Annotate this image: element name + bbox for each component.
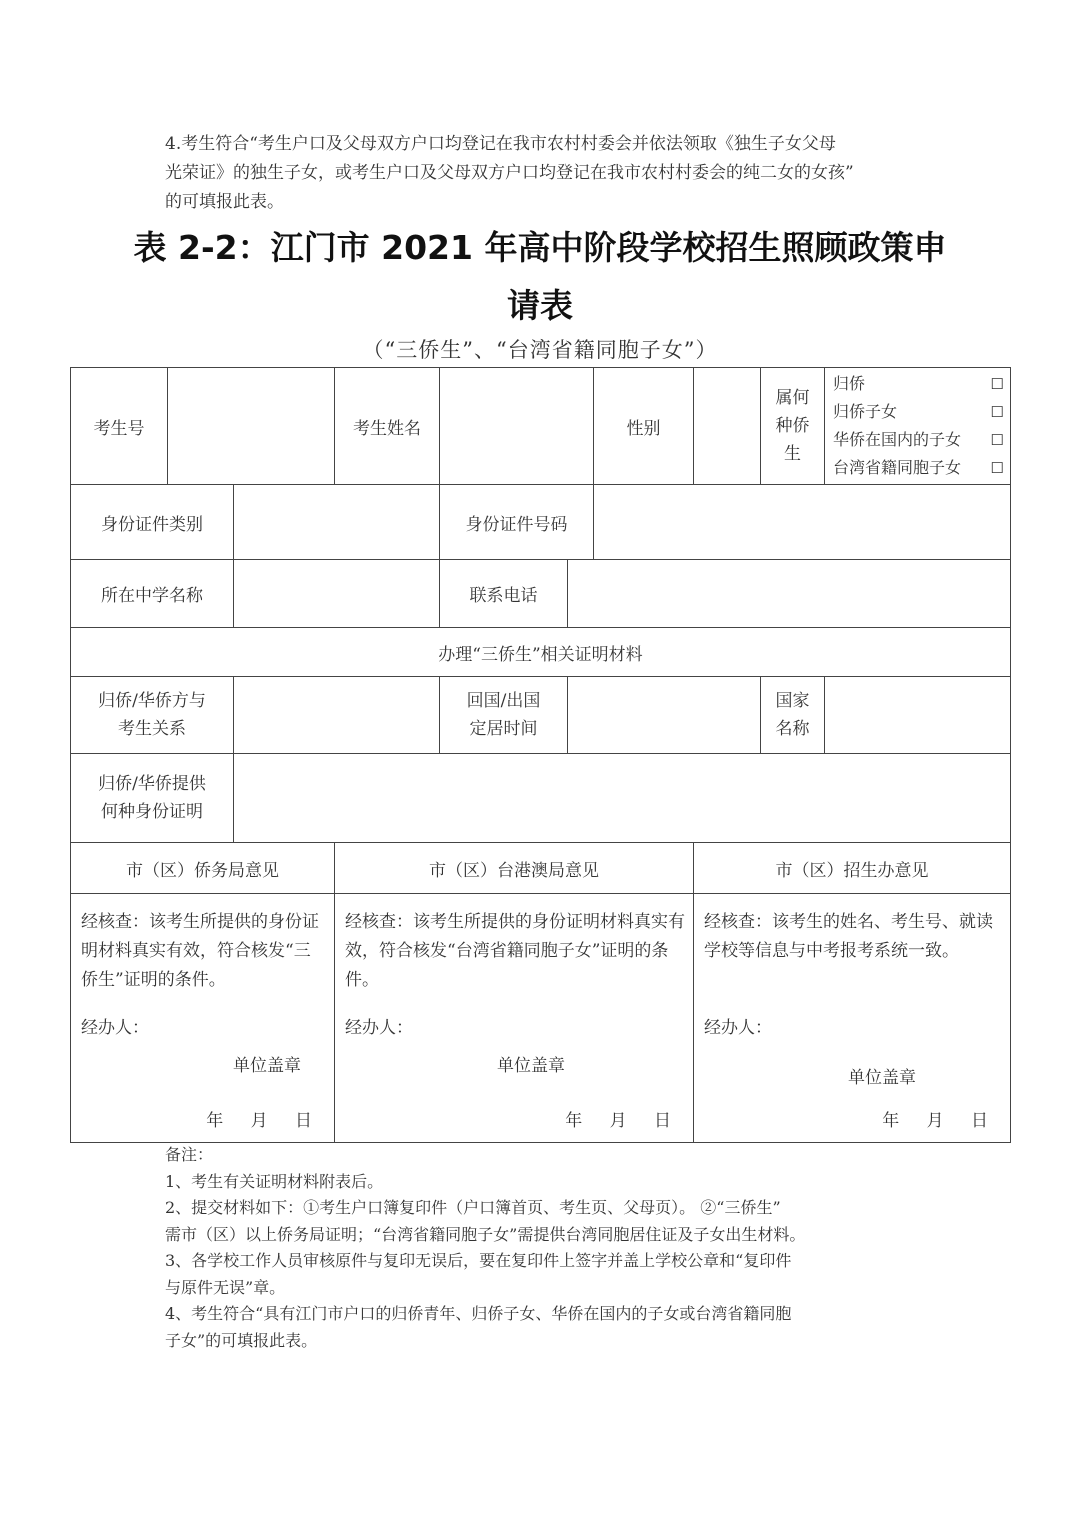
return-time-label bbox=[440, 677, 568, 754]
opinion-text: 经核查：该考生所提供的身份证明材料真实有效，符合核发“三侨生”证明的条件。 bbox=[81, 912, 319, 990]
remarks-line: 子女”的可填报此表。 bbox=[165, 1330, 318, 1350]
row-id-info bbox=[71, 485, 1011, 560]
exam-number-label: 考生号 bbox=[71, 368, 168, 485]
country-label-line: 名称 bbox=[775, 719, 810, 739]
relation-field[interactable] bbox=[234, 677, 440, 754]
remarks-line: 需市（区）以上侨务局证明；“台湾省籍同胞子女”需提供台湾同胞居住证及子女出生材料。 bbox=[165, 1224, 806, 1244]
handler-label: 经办人： bbox=[345, 1018, 413, 1038]
opinion-text: 经核查：该考生所提供的身份证明材料真实有效，符合核发“台湾省籍同胞子女”证明的条件。 bbox=[345, 912, 685, 990]
exam-number-field[interactable] bbox=[168, 368, 335, 485]
checkbox-icon[interactable]: ☐ bbox=[990, 431, 1004, 449]
relation-label-line: 归侨/华侨方与 bbox=[98, 691, 206, 711]
opinion-body-overseas-affairs bbox=[71, 894, 335, 1143]
top-note bbox=[165, 130, 935, 217]
student-name-label: 考生姓名 bbox=[335, 368, 440, 485]
category-label-line: 生 bbox=[784, 444, 801, 464]
country-label-line: 国家 bbox=[775, 691, 810, 711]
row-opinion-bodies bbox=[71, 894, 1011, 1143]
category-label-line: 属何 bbox=[775, 388, 810, 408]
checkbox-icon[interactable]: ☐ bbox=[990, 375, 1004, 393]
checkbox-icon[interactable]: ☐ bbox=[990, 459, 1004, 477]
opinion-header-admissions: 市（区）招生办意见 bbox=[694, 843, 1011, 894]
overseas-category-label bbox=[761, 368, 825, 485]
opinion-header-overseas-affairs: 市（区）侨务局意见 bbox=[71, 843, 335, 894]
section-header: 办理“三侨生”相关证明材料 bbox=[71, 628, 1011, 677]
school-name-field[interactable] bbox=[234, 560, 440, 628]
opinion-body-admissions bbox=[694, 894, 1011, 1143]
option-returned-overseas-chinese[interactable] bbox=[833, 370, 1004, 398]
id-type-field[interactable] bbox=[234, 485, 440, 560]
proof-label bbox=[71, 754, 234, 843]
date-label: 年 月 日 bbox=[882, 1111, 988, 1131]
student-name-field[interactable] bbox=[440, 368, 594, 485]
overseas-category-options bbox=[825, 368, 1011, 485]
date-label: 年 月 日 bbox=[565, 1111, 671, 1131]
remarks-line: 4、考生符合“具有江门市户口的归侨青年、归侨子女、华侨在国内的子女或台湾省籍同胞 bbox=[165, 1304, 792, 1323]
handler-label: 经办人： bbox=[81, 1018, 149, 1038]
relation-label bbox=[71, 677, 234, 754]
phone-field[interactable] bbox=[568, 560, 1011, 628]
remarks-line: 备注： bbox=[165, 1145, 214, 1164]
seal-label: 单位盖章 bbox=[233, 1056, 301, 1076]
row-relation-info bbox=[71, 677, 1011, 754]
phone-label: 联系电话 bbox=[440, 560, 568, 628]
return-time-field[interactable] bbox=[568, 677, 761, 754]
row-opinion-headers bbox=[71, 843, 1011, 894]
seal-label: 单位盖章 bbox=[497, 1056, 565, 1076]
gender-field[interactable] bbox=[694, 368, 761, 485]
gender-label: 性别 bbox=[594, 368, 694, 485]
opinion-body-taiwan-affairs bbox=[335, 894, 694, 1143]
form-title-line2: 请表 bbox=[507, 286, 573, 325]
option-label: 华侨在国内的子女 bbox=[833, 430, 962, 449]
date-label: 年 月 日 bbox=[206, 1111, 312, 1131]
opinion-text: 经核查：该考生的姓名、考生号、就读学校等信息与中考报考系统一致。 bbox=[704, 912, 993, 961]
category-label-line: 种侨 bbox=[775, 416, 810, 436]
option-label: 归侨子女 bbox=[833, 402, 898, 421]
id-number-label: 身份证件号码 bbox=[440, 485, 594, 560]
option-taiwan-compatriot-child[interactable] bbox=[833, 454, 1004, 482]
top-note-line: 4.考生符合“考生户口及父母双方户口均登记在我市农村村委会并依法领取《独生子女父母 bbox=[165, 134, 836, 154]
seal-label: 单位盖章 bbox=[848, 1068, 916, 1088]
id-number-field[interactable] bbox=[594, 485, 1011, 560]
remarks-line: 与原件无误”章。 bbox=[165, 1277, 286, 1297]
return-time-label-line: 定居时间 bbox=[469, 719, 538, 739]
remarks-line: 2、提交材料如下：①考生户口簿复印件（户口簿首页、考生页、父母页）。 ②“三侨生” bbox=[165, 1198, 781, 1217]
remarks bbox=[165, 1142, 935, 1354]
proof-label-line: 归侨/华侨提供 bbox=[98, 774, 206, 794]
relation-label-line: 考生关系 bbox=[118, 719, 186, 739]
top-note-line: 光荣证》的独生子女，或考生户口及父母双方户口均登记在我市农村村委会的纯二女的女孩” bbox=[165, 163, 854, 183]
remarks-line: 1、考生有关证明材料附表后。 bbox=[165, 1171, 384, 1191]
proof-field[interactable] bbox=[234, 754, 1011, 843]
application-form-table bbox=[70, 367, 1011, 1143]
form-subtitle: （“三侨生”、“台湾省籍同胞子女”） bbox=[362, 338, 718, 362]
top-note-line: 的可填报此表。 bbox=[165, 192, 284, 212]
country-field[interactable] bbox=[825, 677, 1011, 754]
form-title-line1: 表 2-2：江门市 2021 年高中阶段学校招生照顾政策申 bbox=[133, 228, 947, 267]
option-child-of-returned[interactable] bbox=[833, 398, 1004, 426]
checkbox-icon[interactable]: ☐ bbox=[990, 403, 1004, 421]
row-basic-info bbox=[71, 368, 1011, 485]
id-type-label: 身份证件类别 bbox=[71, 485, 234, 560]
return-time-label-line: 回国/出国 bbox=[466, 691, 541, 711]
row-school-info bbox=[71, 560, 1011, 628]
row-section-header bbox=[71, 628, 1011, 677]
option-child-of-overseas-in-china[interactable] bbox=[833, 426, 1004, 454]
option-label: 台湾省籍同胞子女 bbox=[833, 458, 962, 477]
handler-label: 经办人： bbox=[704, 1018, 772, 1038]
proof-label-line: 何种身份证明 bbox=[101, 802, 203, 822]
country-label bbox=[761, 677, 825, 754]
row-proof-info bbox=[71, 754, 1011, 843]
option-label: 归侨 bbox=[833, 374, 866, 393]
opinion-header-taiwan-affairs: 市（区）台港澳局意见 bbox=[335, 843, 694, 894]
school-name-label: 所在中学名称 bbox=[71, 560, 234, 628]
remarks-line: 3、各学校工作人员审核原件与复印无误后，要在复印件上签字并盖上学校公章和“复印件 bbox=[165, 1251, 792, 1270]
